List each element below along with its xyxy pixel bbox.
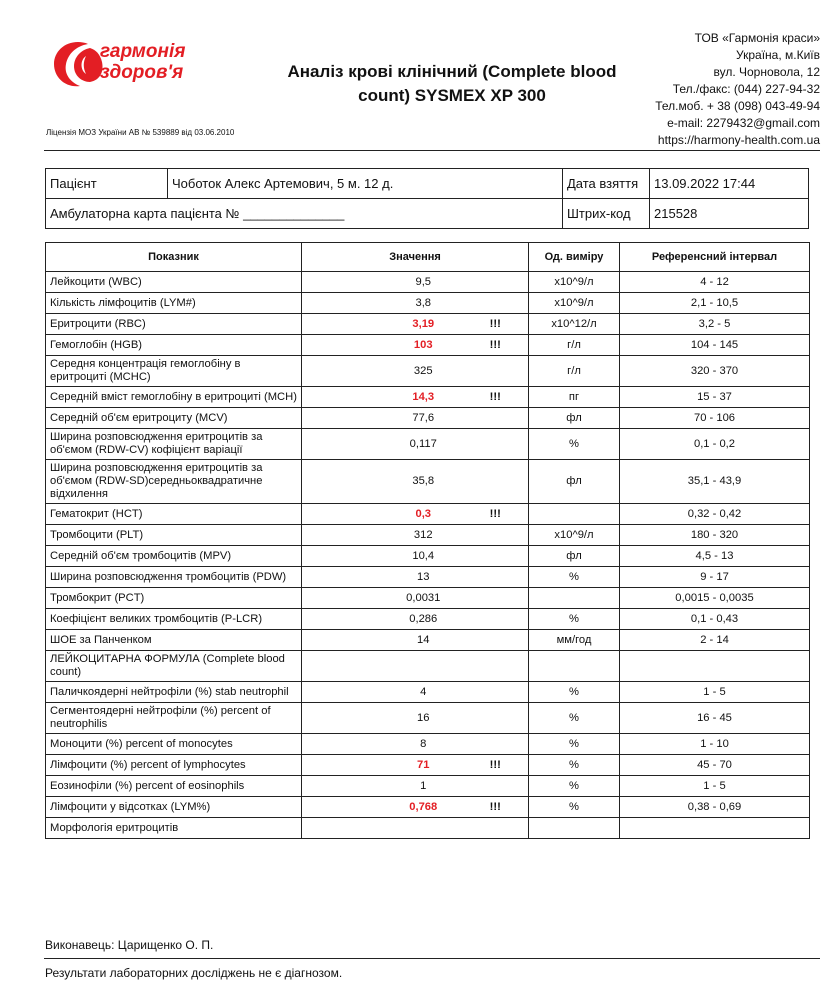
unit: % [529, 567, 620, 588]
header-unit: Од. виміру [529, 243, 620, 272]
parameter-name: Сегментоядерні нейтрофіли (%) percent of neutrophilis [46, 703, 302, 734]
reference-range: 70 - 106 [620, 408, 810, 429]
result-value: 4 [302, 682, 463, 703]
table-row [46, 314, 810, 335]
reference-range: 4 - 12 [620, 272, 810, 293]
result-value: 3,19 [302, 314, 463, 335]
parameter-name: ШОЕ за Панченком [46, 630, 302, 651]
unit: фл [529, 408, 620, 429]
table-row [46, 776, 810, 797]
license-text: Ліцензія МОЗ України АВ № 539889 від 03.06.2010 [46, 128, 235, 137]
parameter-name: Середній об'єм еритроциту (MCV) [46, 408, 302, 429]
unit [529, 651, 620, 682]
table-row [46, 755, 810, 776]
parameter-name: Морфологія еритроцитів [46, 818, 302, 839]
patient-name: Чоботок Алекс Артемович, 5 м. 12 д. [168, 169, 563, 199]
table-row [46, 504, 810, 525]
abnormal-flag [463, 734, 529, 755]
results-table [45, 242, 810, 839]
abnormal-flag [463, 525, 529, 546]
result-value: 0,3 [302, 504, 463, 525]
patient-info-table [45, 168, 809, 229]
table-row [46, 567, 810, 588]
sample-date: 13.09.2022 17:44 [650, 169, 809, 199]
abnormal-flag [463, 272, 529, 293]
parameter-name: Ширина розповсюдження еритроцитів за об'ємом (RDW-CV) кофіцієнт варіації [46, 429, 302, 460]
unit [529, 588, 620, 609]
reference-range: 9 - 17 [620, 567, 810, 588]
parameter-name: Лімфоцити (%) percent of lymphocytes [46, 755, 302, 776]
table-row [46, 630, 810, 651]
result-value: 71 [302, 755, 463, 776]
table-row [46, 703, 810, 734]
company-site: https://harmony-health.com.ua [657, 133, 820, 147]
table-row [46, 651, 810, 682]
unit: % [529, 609, 620, 630]
parameter-name: Середній вміст гемоглобіну в еритроциті (MCH) [46, 387, 302, 408]
abnormal-flag [463, 609, 529, 630]
parameter-name: Ширина розповсюдження еритроцитів за об'ємом (RDW-SD)середньоквадратичне відхилення [46, 460, 302, 504]
table-row [46, 734, 810, 755]
disclaimer: Результати лабораторних досліджень не є діагнозом. [45, 966, 343, 980]
unit [529, 818, 620, 839]
abnormal-flag: !!! [463, 797, 529, 818]
table-row [46, 272, 810, 293]
parameter-name: Еритроцити (RBC) [46, 314, 302, 335]
reference-range: 45 - 70 [620, 755, 810, 776]
unit: % [529, 755, 620, 776]
table-row [46, 546, 810, 567]
reference-range: 1 - 5 [620, 776, 810, 797]
unit: г/л [529, 356, 620, 387]
unit: % [529, 703, 620, 734]
company-email: e-mail: 2279432@gmail.com [667, 116, 820, 130]
abnormal-flag [463, 429, 529, 460]
reference-range: 0,0015 - 0,0035 [620, 588, 810, 609]
abnormal-flag: !!! [463, 387, 529, 408]
unit: г/л [529, 335, 620, 356]
abnormal-flag: !!! [463, 755, 529, 776]
unit: x10^9/л [529, 272, 620, 293]
result-value: 0,768 [302, 797, 463, 818]
parameter-name: ЛЕЙКОЦИТАРНА ФОРМУЛА (Complete blood count) [46, 651, 302, 682]
abnormal-flag [463, 567, 529, 588]
company-phone: Тел./факс: (044) 227-94-32 [672, 82, 820, 96]
reference-range: 0,1 - 0,2 [620, 429, 810, 460]
reference-range: 0,38 - 0,69 [620, 797, 810, 818]
reference-range [620, 651, 810, 682]
parameter-name: Лімфоцити у відсотках (LYM%) [46, 797, 302, 818]
abnormal-flag [463, 546, 529, 567]
abnormal-flag: !!! [463, 335, 529, 356]
table-row [46, 293, 810, 314]
unit: фл [529, 460, 620, 504]
abnormal-flag [463, 776, 529, 797]
reference-range: 0,32 - 0,42 [620, 504, 810, 525]
result-value: 0,117 [302, 429, 463, 460]
unit: x10^12/л [529, 314, 620, 335]
unit: % [529, 734, 620, 755]
table-row [46, 682, 810, 703]
parameter-name: Паличкоядерні нейтрофіли (%) stab neutrophil [46, 682, 302, 703]
card-label: Амбулаторна карта пацієнта № ______________ [46, 199, 563, 229]
page-title: Аналіз крові клінічний (Complete blood count) SYSMEX XP 300 [287, 62, 617, 105]
result-value: 35,8 [302, 460, 463, 504]
reference-range: 35,1 - 43,9 [620, 460, 810, 504]
table-row [46, 588, 810, 609]
company-name: ТОВ «Гармонія краси» [694, 31, 820, 45]
result-value: 312 [302, 525, 463, 546]
barcode-value: 215528 [650, 199, 809, 229]
table-row [46, 387, 810, 408]
reference-range: 0,1 - 0,43 [620, 609, 810, 630]
unit: пг [529, 387, 620, 408]
brand-name: гармонія здоров'я [100, 41, 186, 83]
reference-range: 3,2 - 5 [620, 314, 810, 335]
table-row [46, 408, 810, 429]
unit: x10^9/л [529, 525, 620, 546]
unit: % [529, 682, 620, 703]
parameter-name: Моноцити (%) percent of monocytes [46, 734, 302, 755]
header-parameter: Показник [46, 243, 302, 272]
table-row [46, 797, 810, 818]
header-divider [44, 150, 820, 151]
reference-range: 16 - 45 [620, 703, 810, 734]
parameter-name: Гематокрит (HCT) [46, 504, 302, 525]
result-value [302, 818, 463, 839]
result-value: 13 [302, 567, 463, 588]
table-row [46, 429, 810, 460]
result-value: 8 [302, 734, 463, 755]
unit: мм/год [529, 630, 620, 651]
parameter-name: Середній об'єм тромбоцитів (MPV) [46, 546, 302, 567]
table-row [46, 356, 810, 387]
result-value: 1 [302, 776, 463, 797]
unit: % [529, 429, 620, 460]
result-value: 3,8 [302, 293, 463, 314]
abnormal-flag [463, 460, 529, 504]
unit: % [529, 797, 620, 818]
company-city: Україна, м.Київ [736, 48, 820, 62]
result-value: 16 [302, 703, 463, 734]
reference-range: 2,1 - 10,5 [620, 293, 810, 314]
parameter-name: Тромбокрит (PCT) [46, 588, 302, 609]
result-value: 325 [302, 356, 463, 387]
date-label: Дата взяття [563, 169, 650, 199]
table-row [46, 609, 810, 630]
company-mobile: Тел.моб. + 38 (098) 043-49-94 [655, 99, 820, 113]
parameter-name: Тромбоцити (PLT) [46, 525, 302, 546]
reference-range: 1 - 5 [620, 682, 810, 703]
parameter-name: Гемоглобін (HGB) [46, 335, 302, 356]
parameter-name: Середня концентрація гемоглобіну в еритроциті (MCHC) [46, 356, 302, 387]
result-value: 0,286 [302, 609, 463, 630]
abnormal-flag [463, 630, 529, 651]
reference-range: 1 - 10 [620, 734, 810, 755]
performer: Виконавець: Царищенко О. П. [45, 938, 214, 952]
abnormal-flag [463, 818, 529, 839]
abnormal-flag: !!! [463, 314, 529, 335]
table-row [46, 525, 810, 546]
footer-divider [44, 958, 820, 959]
abnormal-flag [463, 408, 529, 429]
unit: фл [529, 546, 620, 567]
company-info [655, 30, 820, 149]
abnormal-flag [463, 356, 529, 387]
patient-label: Пацієнт [46, 169, 168, 199]
result-value: 14 [302, 630, 463, 651]
unit [529, 504, 620, 525]
barcode-label: Штрих-код [563, 199, 650, 229]
result-value: 103 [302, 335, 463, 356]
result-value: 10,4 [302, 546, 463, 567]
result-value: 0,0031 [302, 588, 463, 609]
header-value: Значення [302, 243, 529, 272]
abnormal-flag [463, 651, 529, 682]
result-value [302, 651, 463, 682]
reference-range: 104 - 145 [620, 335, 810, 356]
abnormal-flag [463, 293, 529, 314]
parameter-name: Еозинофіли (%) percent of eosinophils [46, 776, 302, 797]
reference-range: 4,5 - 13 [620, 546, 810, 567]
table-row [46, 335, 810, 356]
reference-range [620, 818, 810, 839]
reference-range: 320 - 370 [620, 356, 810, 387]
table-row [46, 460, 810, 504]
table-row [46, 818, 810, 839]
company-street: вул. Чорновола, 12 [713, 65, 820, 79]
result-value: 14,3 [302, 387, 463, 408]
result-value: 77,6 [302, 408, 463, 429]
reference-range: 2 - 14 [620, 630, 810, 651]
abnormal-flag [463, 588, 529, 609]
unit: x10^9/л [529, 293, 620, 314]
parameter-name: Коефіцієнт великих тромбоцитів (P-LCR) [46, 609, 302, 630]
unit: % [529, 776, 620, 797]
header-reference: Референсний інтервал [620, 243, 810, 272]
abnormal-flag [463, 703, 529, 734]
parameter-name: Лейкоцити (WBC) [46, 272, 302, 293]
reference-range: 15 - 37 [620, 387, 810, 408]
result-value: 9,5 [302, 272, 463, 293]
parameter-name: Ширина розповсюдження тромбоцитів (PDW) [46, 567, 302, 588]
abnormal-flag: !!! [463, 504, 529, 525]
parameter-name: Кількість лімфоцитів (LYM#) [46, 293, 302, 314]
reference-range: 180 - 320 [620, 525, 810, 546]
abnormal-flag [463, 682, 529, 703]
